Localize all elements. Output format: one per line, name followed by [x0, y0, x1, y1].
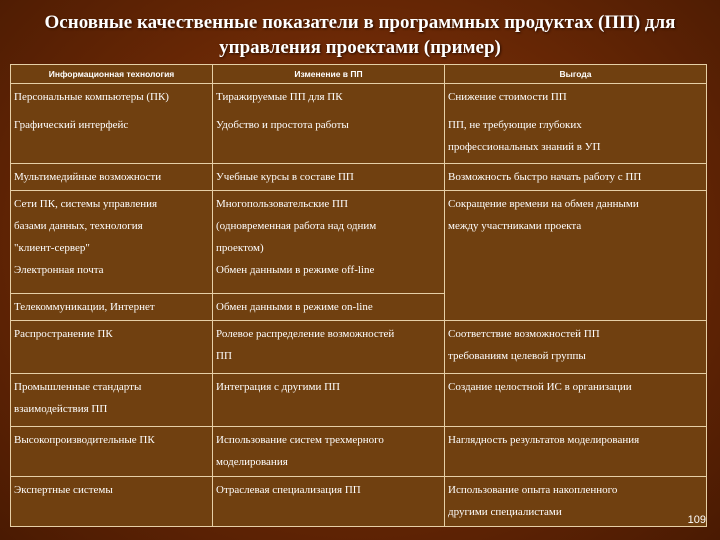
- table-cell: Учебные курсы в составе ПП: [213, 164, 445, 191]
- table-cell: Мультимедийные возможности: [11, 164, 213, 191]
- cell-text: Соответствие возможностей ПП: [448, 328, 600, 340]
- table-cell: [11, 191, 213, 294]
- cell-text: ПП, не требующие глубоких: [448, 119, 582, 131]
- table-row: [11, 477, 707, 527]
- header-change: Изменение в ПП: [213, 65, 445, 84]
- cell-text: Ролевое распределение возможностей: [216, 328, 395, 340]
- table-cell: Отраслевая специализация ПП: [213, 477, 445, 527]
- table-row: [11, 84, 707, 164]
- indicators-table: [10, 64, 707, 527]
- cell-text: моделирования: [216, 456, 288, 468]
- table-header-row: [11, 65, 707, 84]
- cell-text: базами данных, технология: [14, 220, 143, 232]
- table-cell: Наглядность результатов моделирования: [445, 427, 707, 477]
- cell-text: Промышленные стандарты: [14, 381, 142, 393]
- table-cell: Экспертные системы: [11, 477, 213, 527]
- table-cell: [213, 191, 445, 294]
- cell-text: Сокращение времени на обмен данными: [448, 198, 639, 210]
- table-cell: [213, 84, 445, 164]
- header-it: Информационная технология: [11, 65, 213, 84]
- table-cell: [11, 374, 213, 427]
- table-cell: Высокопроизводительные ПК: [11, 427, 213, 477]
- header-benefit: Выгода: [445, 65, 707, 84]
- cell-text: требованиям целевой группы: [448, 350, 586, 362]
- cell-text: Обмен данными в режиме off-line: [216, 264, 375, 276]
- cell-text: Использование опыта накопленного: [448, 484, 618, 496]
- table-cell: [445, 477, 707, 527]
- cell-text: ПП: [216, 350, 232, 362]
- table-cell: Телекоммуникации, Интернет: [11, 294, 213, 321]
- cell-text: профессиональных знаний в УП: [448, 141, 601, 153]
- table-cell: Интеграция с другими ПП: [213, 374, 445, 427]
- table-row: [11, 164, 707, 191]
- cell-text: (одновременная работа над одним: [216, 220, 377, 232]
- cell-text: проектом): [216, 242, 264, 254]
- table-row: [11, 427, 707, 477]
- table-cell: Обмен данными в режиме on-line: [213, 294, 445, 321]
- table-row: [11, 191, 707, 294]
- table-cell: Создание целостной ИС в организации: [445, 374, 707, 427]
- table-cell: Распространение ПК: [11, 321, 213, 374]
- cell-text: Многопользовательские ПП: [216, 198, 348, 210]
- cell-text: Удобство и простота работы: [216, 119, 349, 131]
- table-cell: Возможность быстро начать работу с ПП: [445, 164, 707, 191]
- cell-text: Тиражируемые ПП для ПК: [216, 91, 343, 103]
- cell-text: Сети ПК, системы управления: [14, 198, 158, 210]
- cell-text: между участниками проекта: [448, 220, 582, 232]
- cell-text: "клиент-сервер": [14, 242, 90, 254]
- cell-text: Использование систем трехмерного: [216, 434, 384, 446]
- table-cell: [445, 191, 707, 321]
- table-cell: [445, 84, 707, 164]
- cell-text: Электронная почта: [14, 264, 104, 276]
- table-cell: [213, 427, 445, 477]
- table-row: [11, 321, 707, 374]
- cell-text: взаимодействия ПП: [14, 403, 108, 415]
- cell-text: другими специалистами: [448, 506, 562, 518]
- title-line-1: Основные качественные показатели в программных продуктах (ПП) для: [44, 12, 676, 33]
- table-row: [11, 374, 707, 427]
- table-cell: [11, 84, 213, 164]
- cell-text: Снижение стоимости ПП: [448, 91, 567, 103]
- page-number: 109: [687, 514, 706, 526]
- title-line-2: управления проектами (пример): [219, 37, 501, 58]
- cell-text: Персональные компьютеры (ПК): [14, 91, 169, 103]
- cell-text: Графический интерфейс: [14, 119, 129, 131]
- table-cell: [445, 321, 707, 374]
- table-cell: [213, 321, 445, 374]
- slide-title: [0, 10, 720, 60]
